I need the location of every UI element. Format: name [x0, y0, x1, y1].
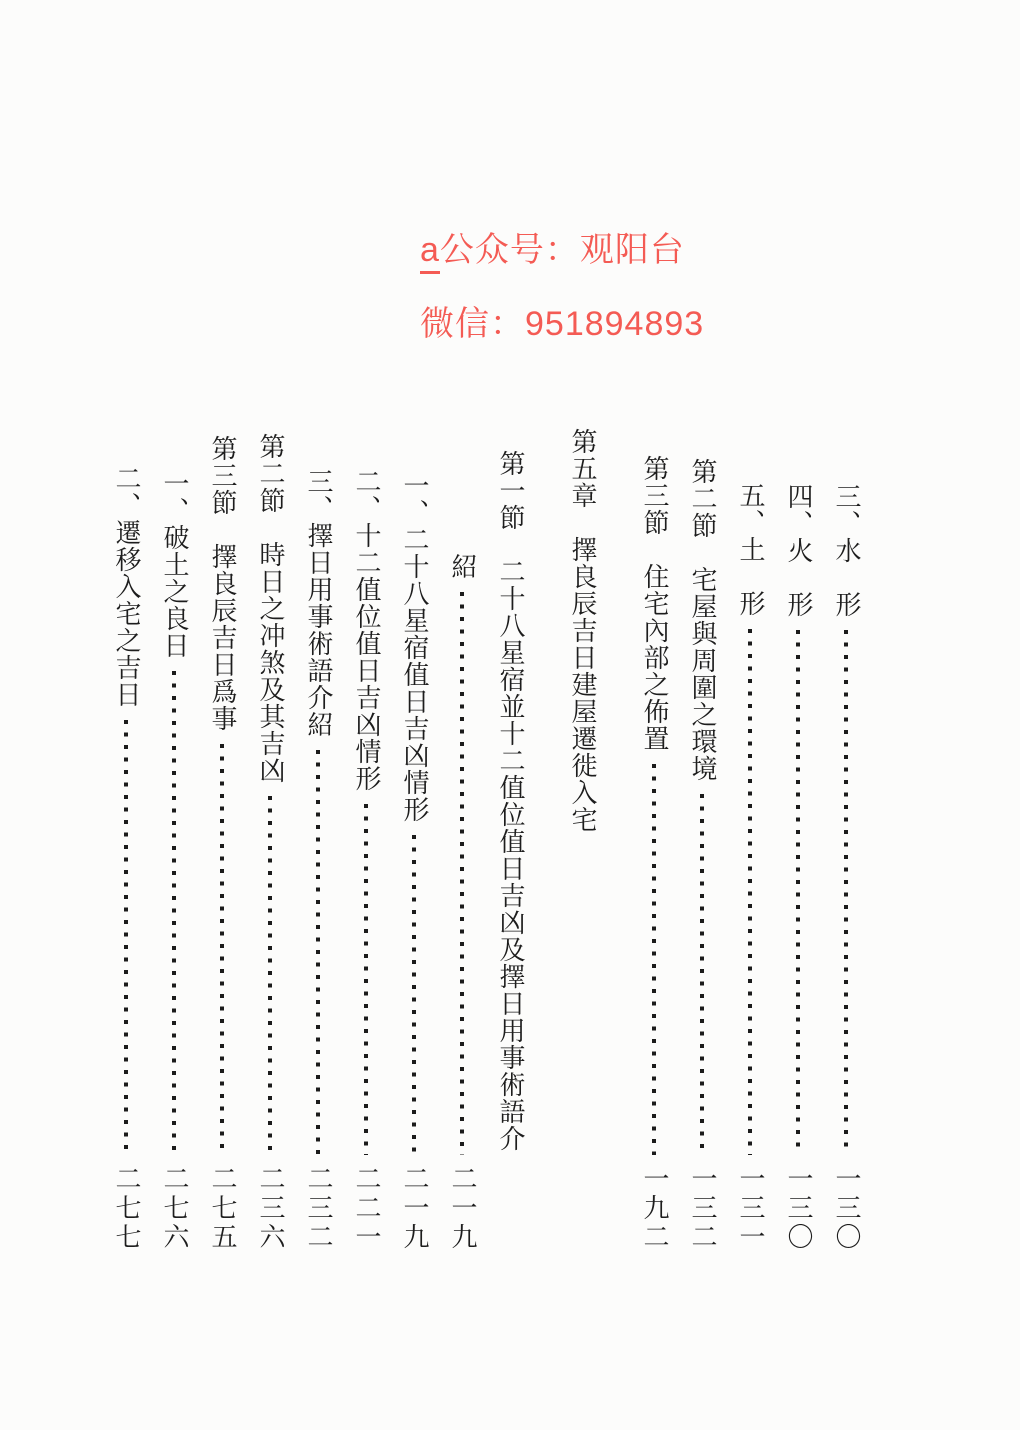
toc-page-number: 二二一	[352, 1165, 381, 1252]
toc-dotted-leader	[316, 750, 320, 1155]
toc-entry-label: 五、土 形	[736, 482, 765, 617]
toc-dotted-leader	[220, 744, 224, 1155]
toc-page-number: 一三〇	[784, 1165, 813, 1252]
toc-entry-label: 二、遷移入宅之吉日	[112, 465, 141, 708]
toc-page-number: 二七七	[112, 1165, 141, 1252]
toc-entry-label: 第二節 時日之冲煞及其吉凶	[256, 433, 285, 784]
toc-dotted-leader	[844, 630, 848, 1155]
toc-page-number: 二七六	[160, 1165, 189, 1252]
toc-dotted-leader	[796, 630, 800, 1155]
toc-entry-section	[678, 422, 726, 1252]
toc-entry-label: 三、擇日用事術語介紹	[304, 468, 333, 738]
toc-dotted-leader	[460, 592, 464, 1155]
toc-entry-label: 二、十二值位值日吉凶情形	[352, 468, 381, 792]
toc-page-number: 一九二	[640, 1165, 669, 1252]
toc-page-number: 一三一	[736, 1165, 765, 1252]
toc-dotted-leader	[700, 794, 704, 1155]
toc-entry-item	[102, 422, 150, 1252]
toc-page-number: 二一九	[448, 1165, 477, 1252]
toc-dotted-leader	[268, 796, 272, 1155]
toc-entry-label: 一、破土之良日	[160, 470, 189, 659]
toc-page-number: 二三六	[256, 1165, 285, 1252]
table-of-contents	[70, 422, 870, 1252]
toc-entry-label: 紹	[448, 553, 477, 580]
toc-entry-label: 第五章 擇良辰吉日建屋遷徙入宅	[568, 428, 597, 833]
toc-entry-section	[630, 422, 678, 1252]
toc-entry-continuation	[438, 422, 486, 1252]
toc-entry-section	[246, 422, 294, 1252]
watermark-underlined-prefix: a	[420, 231, 440, 274]
toc-dotted-leader	[412, 835, 416, 1155]
toc-entry-item	[294, 422, 342, 1252]
toc-entry-item	[342, 422, 390, 1252]
toc-entry-item	[150, 422, 198, 1252]
watermark-wechat-text: 微信：951894893	[420, 305, 705, 343]
toc-entry-item	[822, 422, 870, 1252]
toc-entry-label: 第三節 擇良辰吉日爲事	[208, 435, 237, 732]
toc-page-number: 二一九	[400, 1165, 429, 1252]
toc-entry-item	[726, 422, 774, 1252]
watermark-account-text: 公众号：观阳台	[439, 231, 685, 269]
toc-page-number: 二三二	[304, 1165, 333, 1252]
toc-entry-item	[774, 422, 822, 1252]
toc-page-number: 二七五	[208, 1165, 237, 1252]
toc-entry-label: 四、火 形	[784, 483, 813, 618]
watermark-line-1	[420, 222, 685, 271]
toc-entry-section	[486, 422, 534, 1252]
toc-dotted-leader	[364, 804, 368, 1155]
toc-entry-label: 第三節 住宅內部之佈置	[640, 455, 669, 752]
toc-entry-chapter	[558, 422, 606, 1252]
toc-entry-label: 第二節 宅屋與周圍之環境	[688, 458, 717, 782]
toc-entry-item	[390, 422, 438, 1252]
toc-entry-label: 三、水 形	[832, 483, 861, 618]
toc-dotted-leader	[172, 671, 176, 1155]
watermark-line-2	[420, 296, 704, 345]
toc-entry-label: 第一節 二十八星宿並十二值位值日吉凶及擇日用事術語介	[496, 450, 525, 1152]
toc-page-number: 一三二	[688, 1165, 717, 1252]
toc-page-number: 一三〇	[832, 1165, 861, 1252]
toc-entry-label: 一、二十八星宿值日吉凶情形	[400, 472, 429, 823]
toc-entry-section	[198, 422, 246, 1252]
toc-dotted-leader	[748, 629, 752, 1155]
toc-dotted-leader	[124, 720, 128, 1155]
toc-dotted-leader	[652, 764, 656, 1155]
